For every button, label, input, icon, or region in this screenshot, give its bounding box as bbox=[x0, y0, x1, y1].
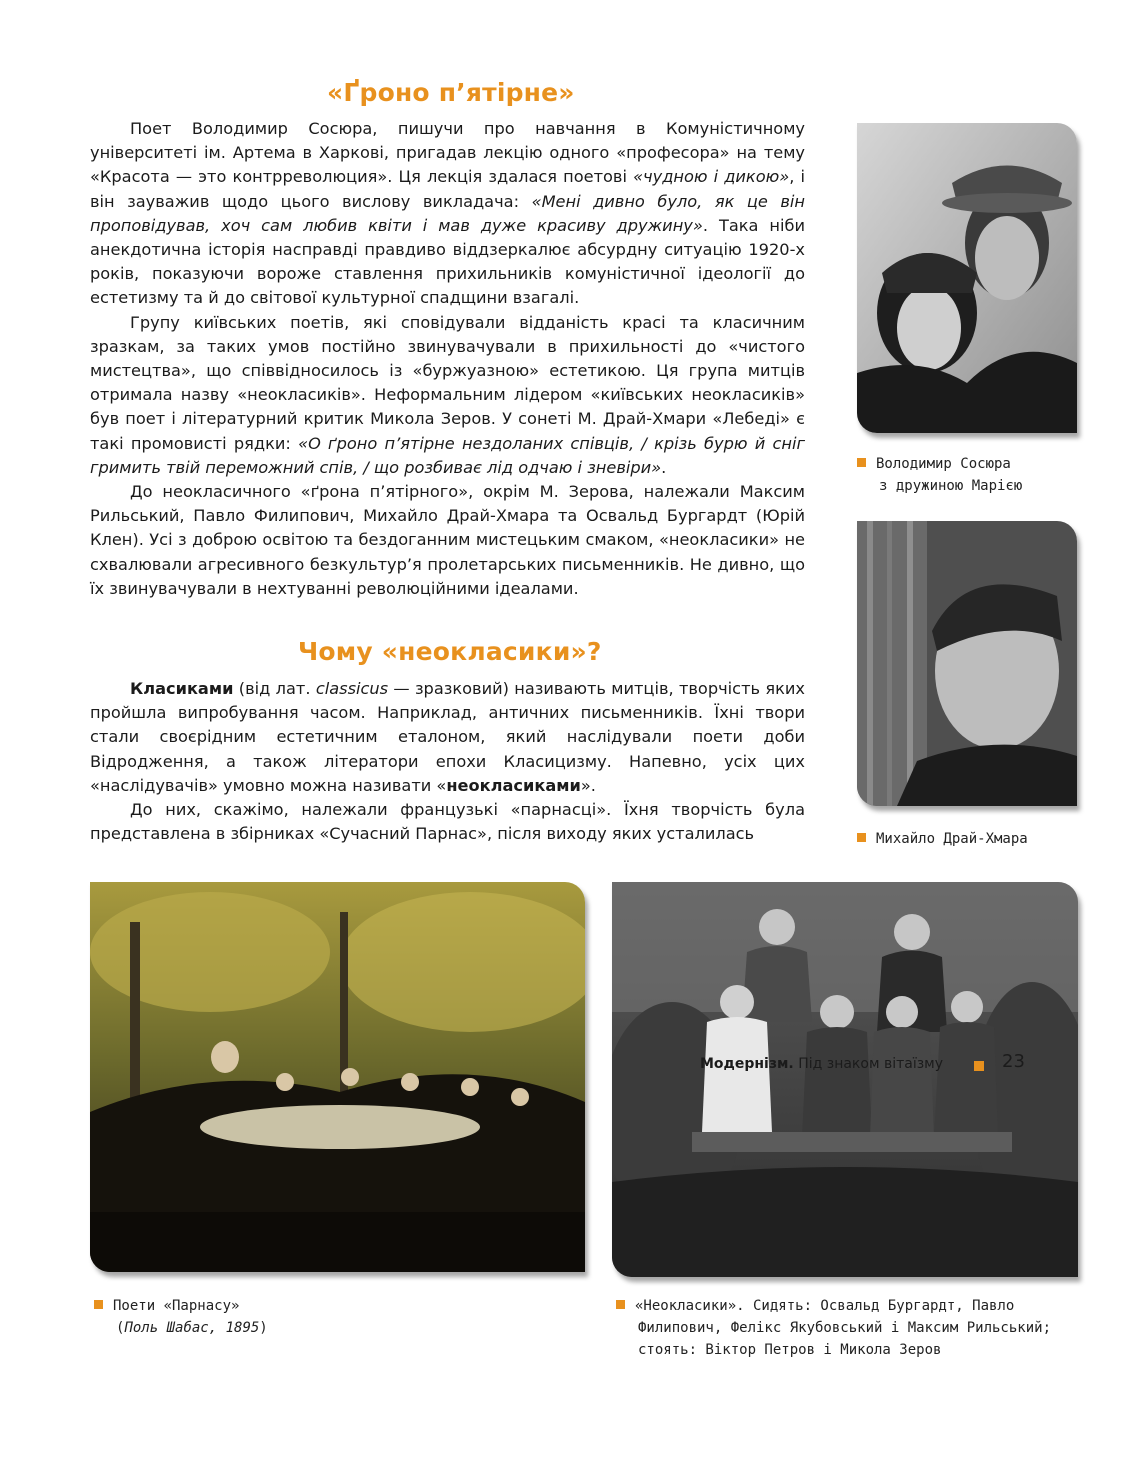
footer-section-label: Модернізм. bbox=[700, 1056, 794, 1072]
footer-subtitle: Під знаком вітаїзму bbox=[793, 1056, 944, 1072]
paragraph: До неокласичного «ґрона п’ятірного», окрім М. Зерова, належали Максим Рильський, Павло Филипович, Михайло Драй-Хмара та Освальд Бургардт (Юрій Клен). Усі з доброю освітою та бездоганним мистецьким смаком, «неокласики» не схвалювали агресивного безкультур’я пролетарських письменників. Не дивно, що їх звинувачували в нехтуванні революційними ідеалами. bbox=[90, 482, 805, 598]
section-title-grono: «Ґроно п’ятірне» bbox=[327, 78, 575, 107]
section2-body bbox=[90, 677, 805, 846]
caption-sosiura: Володимир Сосюра з дружиною Марією bbox=[857, 453, 1022, 497]
section1-body bbox=[90, 117, 805, 601]
caption-marker-icon bbox=[616, 1300, 625, 1309]
caption-parnassus: Поети «Парнасу» (Поль Шабас, 1895) bbox=[94, 1295, 268, 1339]
footer-marker-icon bbox=[974, 1061, 984, 1071]
page-number: 23 bbox=[1002, 1051, 1025, 1072]
paragraph: Поет Володимир Сосюра, пишучи про навчання в Комуністичному університеті ім. Артема в Харкові, пригадав лекцію одного «професора» на тему «Красота — это контрреволюция». Ця лекція здалася поетові «чудною і дикою», і він зауважив щодо цього вислову викладача: «Мені дивно було, як це він проповідував, хоч сам любив квіти і мав дуже красиву дружину». Така ніби анекдотична історія насправді правдиво віддзеркалює абсурдну ситуацію 1920-х років, показуючи вороже ставлення прихильників комуністичної ідеології до естетизму та й до світової культурної спадщини взагалі. bbox=[90, 119, 805, 308]
photo-neoclassicists-group bbox=[612, 882, 1078, 1277]
section-title-neoclassics: Чому «неокласики»? bbox=[298, 637, 602, 666]
paragraph: До них, скажімо, належали французькі «парнасці». Їхня творчість була представлена в збірниках «Сучасний Парнас», після виходу яких усталилась bbox=[90, 800, 805, 844]
caption-marker-icon bbox=[857, 833, 866, 842]
caption-marker-icon bbox=[857, 458, 866, 467]
painting-parnassus-poets bbox=[90, 882, 585, 1272]
photo-drai-khmara bbox=[857, 521, 1077, 806]
paragraph: Класиками (від лат. classicus — зразковий) називають митців, творчість яких пройшла випробування часом. Наприклад, античних письменників. Їхні твори стали своєрідним естетичним еталоном, який наслідували поети доби Відродження, а також літератори епохи Класицизму. Напевно, усіх цих «наслідувачів» умовно можна називати «неокласиками». bbox=[90, 679, 805, 795]
caption-drai-khmara: Михайло Драй-Хмара bbox=[857, 828, 1028, 850]
paragraph: Групу київських поетів, які сповідували відданість красі та класичним зразкам, за таких умов постійно звинувачували в прихильності до «чистого мистецтва», що співвідносилось із «буржуазною» естетикою. Ця група митців отримала назву «неокласиків». Неформальним лідером «київських неокласиків» був поет і літературний критик Микола Зеров. У сонеті М. Драй-Хмари «Лебеді» є такі промовисті рядки: «О ґроно п’ятірне нездоланих співців, / крізь бурю й сніг гримить твій переможний спів, / що розбиває лід одчаю і зневіри». bbox=[90, 312, 805, 477]
caption-marker-icon bbox=[94, 1300, 103, 1309]
caption-neoclassicists: «Неокласики». Сидять: Освальд Бургардт, Павло Филипович, Фелікс Якубовський і Максим Рильський; стоять: Віктор Петров і Микола Зеров bbox=[616, 1295, 1051, 1361]
running-footer bbox=[700, 1056, 943, 1072]
photo-sosiura-with-wife bbox=[857, 123, 1077, 433]
